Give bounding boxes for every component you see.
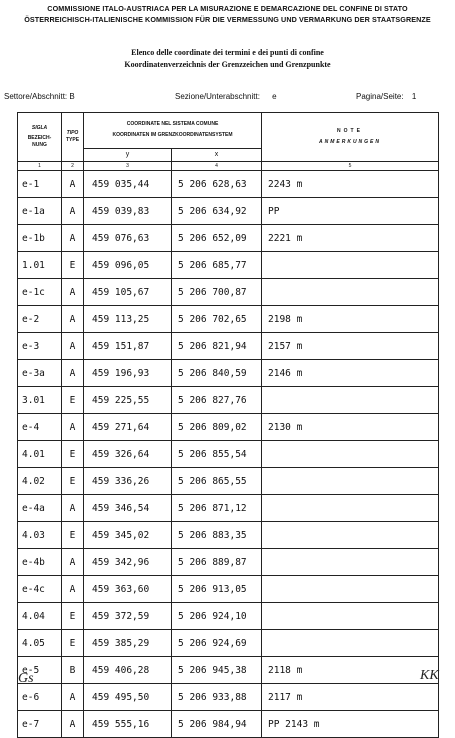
x-coordinate-cell: 5 206 652,09 [172,225,262,252]
y-coordinate-cell: 459 225,55 [84,387,172,414]
x-coordinate-cell: 5 206 702,65 [172,306,262,333]
point-type-cell: E [62,522,84,549]
x-coordinate-cell: 5 206 945,38 [172,657,262,684]
point-name-cell: 3.01 [18,387,62,414]
point-type-cell: A [62,684,84,711]
y-coordinate-cell: 459 372,59 [84,603,172,630]
page-field [356,92,416,101]
sector-field [4,92,75,101]
x-coordinate-cell: 5 206 840,59 [172,360,262,387]
point-type-cell: A [62,333,84,360]
y-coordinate-cell: 459 113,25 [84,306,172,333]
table-row [18,171,439,198]
col-number-1: 1 [18,162,62,171]
commission-title-italian: COMMISSIONE ITALO-AUSTRIACA PER LA MISURAZIONE E DEMARCAZIONE DEL CONFINE DI STATO [47,4,408,13]
x-coordinate-cell: 5 206 809,02 [172,414,262,441]
point-type-cell: E [62,252,84,279]
point-type-cell: A [62,495,84,522]
note-cell [262,387,439,414]
point-name-cell: 4.03 [18,522,62,549]
table-row [18,711,439,738]
table-row [18,684,439,711]
table-row [18,252,439,279]
subsector-label: Sezione/Unterabschnitt: [175,92,260,101]
point-name-cell: 4.01 [18,441,62,468]
y-coordinate-cell: 459 495,50 [84,684,172,711]
sector-value: B [69,92,75,101]
y-coordinate-cell: 459 196,93 [84,360,172,387]
x-coordinate-cell: 5 206 871,12 [172,495,262,522]
document-title-italian: Elenco delle coordinate dei termini e dei punti di confine [131,48,324,57]
point-name-cell: e-1a [18,198,62,225]
note-cell [262,441,439,468]
point-name-cell: 4.02 [18,468,62,495]
y-coordinate-cell: 459 346,54 [84,495,172,522]
sector-label: Settore/Abschnitt: [4,92,68,101]
table-row [18,441,439,468]
header-type: TIPO TYPE [62,113,84,162]
y-coordinate-cell: 459 151,87 [84,333,172,360]
y-coordinate-cell: 459 271,64 [84,414,172,441]
point-name-cell: 4.05 [18,630,62,657]
x-coordinate-cell: 5 206 821,94 [172,333,262,360]
x-coordinate-cell: 5 206 685,77 [172,252,262,279]
y-coordinate-cell: 459 076,63 [84,225,172,252]
point-type-cell: A [62,171,84,198]
table-row [18,387,439,414]
table-row [18,198,439,225]
note-cell [262,279,439,306]
subsector-value: e [272,92,277,101]
point-name-cell: 4.04 [18,603,62,630]
note-cell: 2221 m [262,225,439,252]
point-type-cell: A [62,306,84,333]
point-type-cell: E [62,468,84,495]
header-x: x [172,148,262,161]
table-row [18,306,439,333]
note-cell: 2198 m [262,306,439,333]
table-row [18,657,439,684]
note-cell: PP 2143 m [262,711,439,738]
point-type-cell: A [62,198,84,225]
x-coordinate-cell: 5 206 700,87 [172,279,262,306]
point-type-cell: A [62,711,84,738]
point-type-cell: A [62,225,84,252]
note-cell: 2118 m [262,657,439,684]
x-coordinate-cell: 5 206 924,10 [172,603,262,630]
point-name-cell: e-4 [18,414,62,441]
table-number-row [18,162,439,171]
y-coordinate-cell: 459 336,26 [84,468,172,495]
point-name-cell: e-1 [18,171,62,198]
point-name-cell: e-2 [18,306,62,333]
point-type-cell: E [62,387,84,414]
note-cell: 2117 m [262,684,439,711]
table-row [18,603,439,630]
document-title-german: Koordinatenverzeichnis der Grenzzeichen und Grenzpunkte [124,60,331,69]
point-name-cell: e-3a [18,360,62,387]
point-type-cell: E [62,630,84,657]
point-name-cell: e-7 [18,711,62,738]
table-row [18,468,439,495]
x-coordinate-cell: 5 206 913,05 [172,576,262,603]
table-row [18,333,439,360]
note-cell [262,468,439,495]
point-name-cell: e-3 [18,333,62,360]
table-row [18,522,439,549]
coordinates-table [17,112,439,738]
table-row [18,279,439,306]
y-coordinate-cell: 459 363,60 [84,576,172,603]
note-cell [262,603,439,630]
y-coordinate-cell: 459 039,83 [84,198,172,225]
y-coordinate-cell: 459 326,64 [84,441,172,468]
col-number-4: 4 [172,162,262,171]
table-row [18,630,439,657]
header-coordinates: COORDINATE NEL SISTEMA COMUNE KOORDINATEN IM GRENZKOORDINATENSYSTEM [84,113,262,149]
x-coordinate-cell: 5 206 933,88 [172,684,262,711]
x-coordinate-cell: 5 206 924,69 [172,630,262,657]
point-name-cell: 1.01 [18,252,62,279]
point-name-cell: e-6 [18,684,62,711]
x-coordinate-cell: 5 206 827,76 [172,387,262,414]
x-coordinate-cell: 5 206 628,63 [172,171,262,198]
note-cell [262,522,439,549]
note-cell [262,549,439,576]
table-row [18,360,439,387]
y-coordinate-cell: 459 035,44 [84,171,172,198]
x-coordinate-cell: 5 206 984,94 [172,711,262,738]
col-number-3: 3 [84,162,172,171]
point-type-cell: A [62,279,84,306]
x-coordinate-cell: 5 206 855,54 [172,441,262,468]
header-sigla: SIGLA BEZEICH- NUNG [18,113,62,162]
note-cell: 2146 m [262,360,439,387]
table-row [18,495,439,522]
note-cell: PP [262,198,439,225]
y-coordinate-cell: 459 096,05 [84,252,172,279]
note-cell: 2157 m [262,333,439,360]
table-header-row [18,113,439,149]
table-row [18,414,439,441]
table-row [18,225,439,252]
subsector-field [175,92,277,101]
point-name-cell: e-5 [18,657,62,684]
x-coordinate-cell: 5 206 889,87 [172,549,262,576]
y-coordinate-cell: 459 555,16 [84,711,172,738]
point-name-cell: e-4a [18,495,62,522]
page-value: 1 [411,92,417,101]
header-notes: NOTE ANMERKUNGEN [262,113,439,162]
y-coordinate-cell: 459 345,02 [84,522,172,549]
signature-left: Gs [18,671,34,686]
table-row [18,549,439,576]
note-cell: 2243 m [262,171,439,198]
point-type-cell: E [62,441,84,468]
col-number-2: 2 [62,162,84,171]
point-type-cell: A [62,360,84,387]
y-coordinate-cell: 459 385,29 [84,630,172,657]
x-coordinate-cell: 5 206 865,55 [172,468,262,495]
point-name-cell: e-4b [18,549,62,576]
page-label: Pagina/Seite: [356,92,404,101]
point-type-cell: A [62,576,84,603]
x-coordinate-cell: 5 206 883,35 [172,522,262,549]
note-cell [262,630,439,657]
note-cell [262,252,439,279]
table-row [18,576,439,603]
y-coordinate-cell: 459 342,96 [84,549,172,576]
note-cell [262,495,439,522]
header-y: y [84,148,172,161]
point-type-cell: E [62,603,84,630]
point-type-cell: A [62,549,84,576]
signature-right: KK [420,668,439,683]
x-coordinate-cell: 5 206 634,92 [172,198,262,225]
y-coordinate-cell: 459 105,67 [84,279,172,306]
point-type-cell: B [62,657,84,684]
note-cell: 2130 m [262,414,439,441]
note-cell [262,576,439,603]
point-type-cell: A [62,414,84,441]
point-name-cell: e-1b [18,225,62,252]
point-name-cell: e-1c [18,279,62,306]
commission-title-german: ÖSTERREICHISCH-ITALIENISCHE KOMMISSION FÜR DIE VERMESSUNG UND VERMARKUNG DER STAATSGRENZE [24,15,431,24]
point-name-cell: e-4c [18,576,62,603]
y-coordinate-cell: 459 406,28 [84,657,172,684]
col-number-5: 5 [262,162,439,171]
